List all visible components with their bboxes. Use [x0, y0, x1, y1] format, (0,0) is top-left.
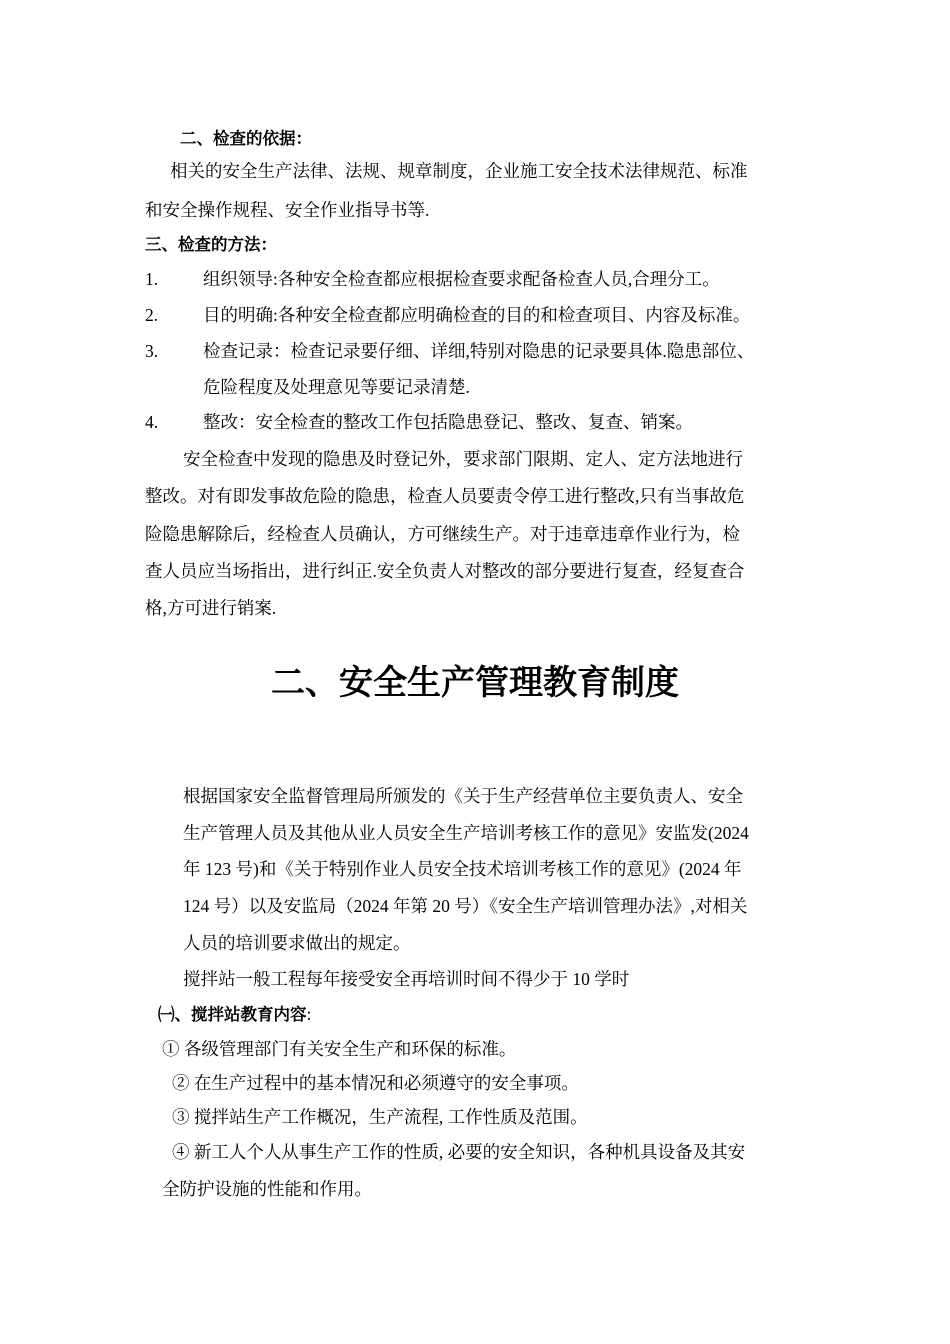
content-title-text: ㈠、搅拌站教育内容 — [158, 1005, 307, 1024]
education-item-4-cont: 全防护设施的性能和作用。 — [162, 1179, 372, 1199]
education-intro-line-5: 人员的培训要求做出的规定。 — [183, 933, 411, 953]
education-intro-line-3: 年 123 号)和《关于特别作业人员安全技术培训考核工作的意见》(2024 年 — [183, 859, 742, 879]
methods-paragraph-line-2: 整改。对有即发事故危险的隐患，检查人员要责令停工进行整改,只有当事故危 — [145, 486, 745, 506]
list-text: 目的明确:各种安全检查都应明确检查的目的和检查项目、内容及标准。 — [203, 305, 751, 325]
method-item-3-cont: 危险程度及处理意见等要记录清楚. — [203, 377, 470, 397]
section-basis-title: 二、检查的依据： — [180, 129, 312, 148]
method-item-1 — [145, 267, 720, 291]
methods-paragraph-line-3: 险隐患解除后，经检查人员确认，方可继续生产。对于违章违章作业行为，检 — [145, 524, 740, 544]
list-number: 1. — [145, 269, 159, 289]
education-intro-line-4: 124 号）以及安监局（2024 年第 20 号）《安全生产培训管理办法》,对相关 — [183, 896, 748, 916]
education-intro-line-2: 生产管理人员及其他从业人员安全生产培训考核工作的意见》安监发(2024 — [183, 823, 749, 843]
education-item-1: ① 各级管理部门有关安全生产和环保的标准。 — [162, 1039, 517, 1059]
methods-paragraph-line-5: 格,方可进行销案. — [145, 598, 277, 618]
education-item-4: ④ 新工人个人从事生产工作的性质, 必要的安全知识，各种机具设备及其安 — [172, 1142, 746, 1162]
education-content-title — [158, 1002, 311, 1027]
list-number: 3. — [145, 341, 159, 361]
chapter-title: 二、安全生产管理教育制度 — [271, 663, 679, 703]
section-methods-title: 三、检查的方法： — [145, 235, 277, 254]
method-item-3 — [145, 339, 754, 363]
list-number: 2. — [145, 305, 159, 325]
basis-line-2: 和安全操作规程、安全作业指导书等. — [145, 200, 430, 220]
list-text: 组织领导:各种安全检查都应根据检查要求配备检查人员,合理分工。 — [203, 269, 720, 289]
list-text: 整改：安全检查的整改工作包括隐患登记、整改、复查、销案。 — [203, 412, 693, 432]
list-text: 检查记录：检查记录要仔细、详细,特别对隐患的记录要具体.隐患部位、 — [203, 341, 755, 361]
basis-line-1: 相关的安全生产法律、法规、规章制度，企业施工安全技术法律规范、标准 — [170, 161, 748, 181]
method-item-4 — [145, 410, 693, 434]
content-title-suffix: : — [306, 1004, 312, 1024]
education-item-3: ③ 搅拌站生产工作概况，生产流程, 工作性质及范围。 — [172, 1107, 588, 1127]
education-item-2: ② 在生产过程中的基本情况和必须遵守的安全事项。 — [172, 1073, 579, 1093]
education-hours-line: 搅拌站一般工程每年接受安全再培训时间不得少于 10 学时 — [183, 969, 630, 989]
education-intro-line-1: 根据国家安全监督管理局所颁发的《关于生产经营单位主要负责人、安全 — [183, 786, 743, 806]
methods-paragraph-line-1: 安全检查中发现的隐患及时登记外，要求部门限期、定人、定方法地进行 — [183, 449, 743, 469]
methods-paragraph-line-4: 查人员应当场指出，进行纠正.安全负责人对整改的部分要进行复查，经复查合 — [145, 561, 745, 581]
method-item-2 — [145, 303, 750, 327]
list-number: 4. — [145, 412, 159, 432]
